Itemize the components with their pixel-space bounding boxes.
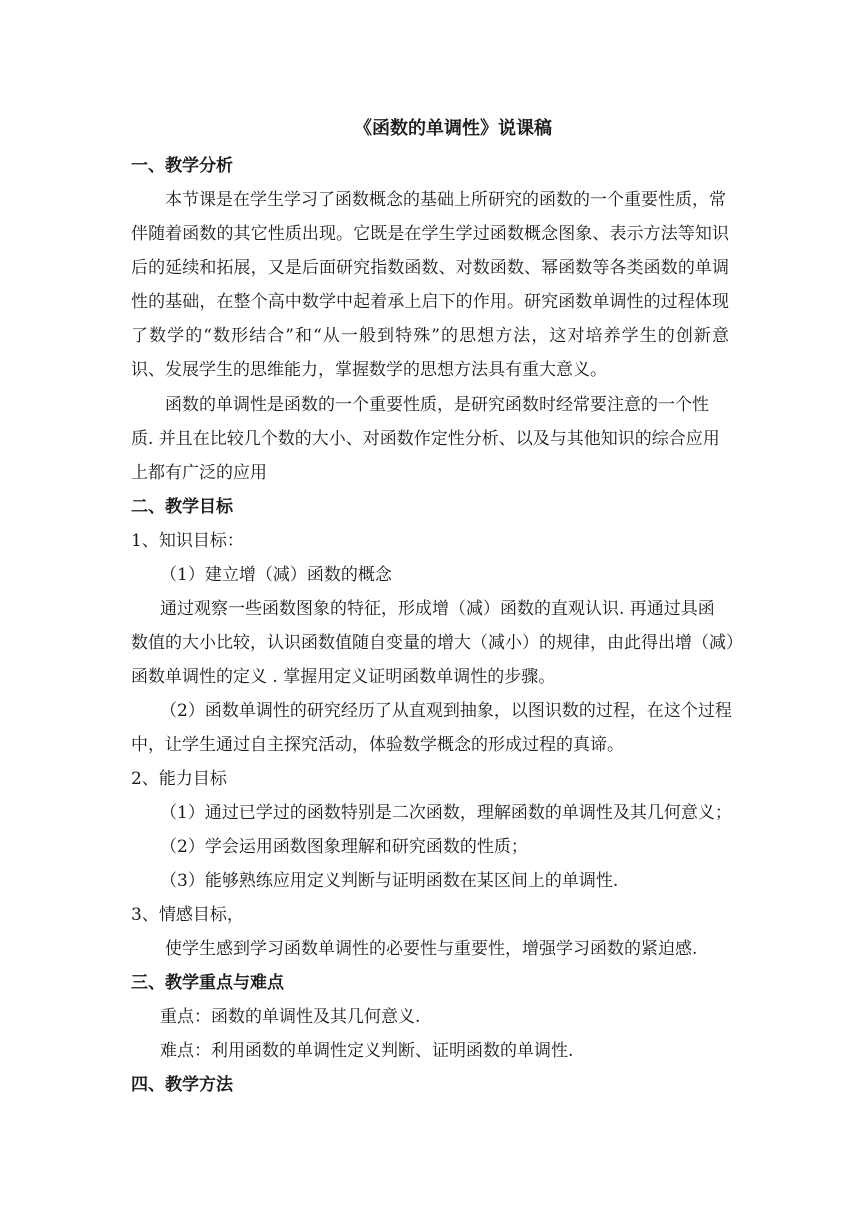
paragraph-line: 通过观察一些函数图象的特征，形成增（减）函数的直观认识. 再通过具函 [160, 599, 715, 619]
paragraph-line: 后的延续和拓展，又是后面研究指数函数、对数函数、幂函数等各类函数的单调 [131, 258, 729, 278]
ability-item: （2）学会运用函数图象理解和研究函数的性质； [160, 837, 528, 857]
paragraph-line: （2）函数单调性的研究经历了从直观到抽象，以图识数的过程，在这个过程 [160, 701, 732, 721]
key-point: 重点：函数的单调性及其几何意义. [160, 1007, 421, 1027]
paragraph-line: 性的基础，在整个高中数学中起着承上启下的作用。研究函数单调性的过程体现 [131, 292, 729, 312]
paragraph-line: 数值的大小比较，认识函数值随自变量的增大（减小）的规律，由此得出增（减） [131, 633, 743, 653]
paragraph-line: 识、发展学生的思维能力，掌握数学的思想方法具有重大意义。 [131, 360, 607, 380]
knowledge-item: （1）建立增（减）函数的概念 [160, 565, 392, 585]
paragraph-line: 伴随着函数的其它性质出现。它既是在学生学过函数概念图象、表示方法等知识 [131, 224, 729, 244]
ability-item: （3）能够熟练应用定义判断与证明函数在某区间上的单调性. [160, 871, 619, 891]
section-heading-objectives: 二、教学目标 [131, 497, 233, 517]
emotion-label: 3、情感目标， [131, 905, 244, 925]
difficult-point: 难点：利用函数的单调性定义判断、证明函数的单调性. [160, 1041, 574, 1061]
paragraph-line: 了数学的“数形结合”和“从一般到特殊”的思想方法，这对培养学生的创新意 [131, 326, 729, 346]
paragraph-line: 本节课是在学生学习了函数概念的基础上所研究的函数的一个重要性质，常 [165, 190, 726, 210]
knowledge-label: 1、知识目标： [131, 531, 244, 551]
ability-label: 2、能力目标 [131, 769, 227, 789]
paragraph-line: 中，让学生通过自主探究活动，体验数学概念的形成过程的真谛。 [131, 735, 624, 755]
section-heading-analysis: 一、教学分析 [131, 156, 233, 176]
paragraph-line: 函数的单调性是函数的一个重要性质，是研究函数时经常要注意的一个性 [165, 395, 709, 415]
section-heading-methods: 四、教学方法 [131, 1075, 233, 1095]
section-heading-key-points: 三、教学重点与难点 [131, 973, 284, 993]
document-title: 《函数的单调性》说课稿 [354, 118, 552, 139]
paragraph-line: 上都有广泛的应用 [131, 463, 267, 483]
paragraph-line: 质. 并且在比较几个数的大小、对函数作定性分析、以及与其他知识的综合应用 [131, 429, 720, 449]
paragraph-line: 函数单调性的定义 . 掌握用定义证明函数单调性的步骤。 [131, 667, 556, 687]
emotion-text: 使学生感到学习函数单调性的必要性与重要性，增强学习函数的紧迫感. [165, 939, 698, 959]
ability-item: （1）通过已学过的函数特别是二次函数，理解函数的单调性及其几何意义； [160, 803, 732, 823]
